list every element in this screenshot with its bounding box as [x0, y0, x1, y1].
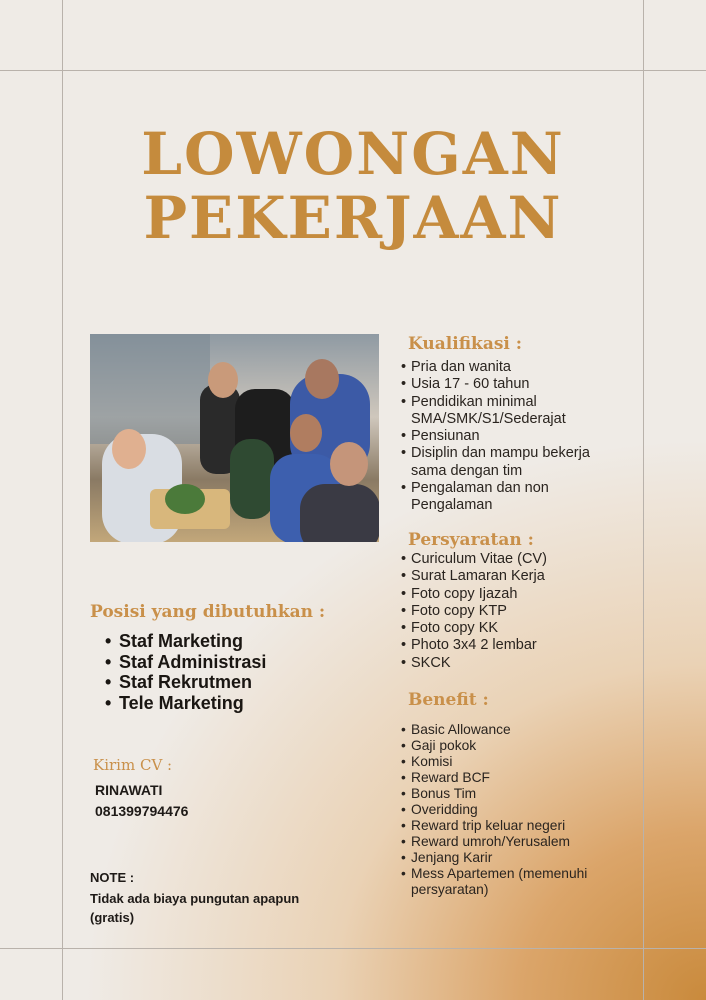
- list-item: • Komisi: [401, 754, 631, 770]
- persyaratan-heading: Persyaratan :: [408, 530, 534, 550]
- frame-line-bottom: [0, 948, 706, 949]
- list-item: • Staf Administrasi: [105, 652, 365, 673]
- list-item: • Tele Marketing: [105, 693, 365, 714]
- list-item: • Pengalaman dan non Pengalaman: [401, 480, 581, 515]
- list-item: • Pensiunan: [401, 428, 631, 445]
- list-item: • Gaji pokok: [401, 738, 631, 754]
- list-item: • Foto copy KTP: [401, 603, 631, 620]
- note-label: NOTE :: [90, 870, 135, 885]
- posisi-heading: Posisi yang dibutuhkan :: [90, 602, 326, 622]
- page-title: [0, 122, 706, 250]
- note-text: Tidak ada biaya pungutan apapun (gratis): [90, 891, 300, 925]
- list-item: • Pria dan wanita: [401, 359, 631, 376]
- list-item: • Reward umroh/Yerusalem: [401, 834, 631, 850]
- kualifikasi-heading: Kualifikasi :: [408, 334, 523, 354]
- list-item: • Disiplin dan mampu bekerja sama dengan tim: [401, 445, 626, 480]
- contact-phone: 081399794476: [95, 803, 189, 819]
- list-item: • Mess Apartemen (memenuhi persyaratan): [401, 866, 621, 898]
- benefit-heading: Benefit :: [408, 690, 489, 710]
- list-item: • Staf Rekrutmen: [105, 672, 365, 693]
- list-item: • Jenjang Karir: [401, 850, 631, 866]
- list-item: • SKCK: [401, 655, 631, 672]
- list-item: • Reward BCF: [401, 770, 631, 786]
- list-item: • Staf Marketing: [105, 631, 365, 652]
- posisi-list: [105, 631, 365, 713]
- list-item: • Reward trip keluar negeri: [401, 818, 631, 834]
- list-item: • Overidding: [401, 802, 631, 818]
- list-item: • Pendidikan minimal SMA/SMK/S1/Sederajat: [401, 394, 581, 429]
- list-item: • Usia 17 - 60 tahun: [401, 376, 631, 393]
- list-item: • Bonus Tim: [401, 786, 631, 802]
- list-item: • Photo 3x4 2 lembar: [401, 637, 631, 654]
- team-photo: [90, 334, 379, 542]
- kualifikasi-list: [401, 359, 631, 515]
- frame-line-top: [0, 70, 706, 71]
- persyaratan-list: [401, 551, 631, 672]
- kirim-cv-heading: Kirim CV :: [93, 756, 173, 774]
- list-item: • Surat Lamaran Kerja: [401, 568, 631, 585]
- contact-name: RINAWATI: [95, 782, 163, 798]
- list-item: • Foto copy KK: [401, 620, 631, 637]
- title-line-1: LOWONGAN: [141, 120, 565, 188]
- list-item: • Foto copy Ijazah: [401, 586, 631, 603]
- list-item: • Basic Allowance: [401, 722, 631, 738]
- list-item: • Curiculum Vitae (CV): [401, 551, 631, 568]
- title-line-2: PEKERJAAN: [143, 184, 563, 252]
- benefit-list: [401, 722, 631, 898]
